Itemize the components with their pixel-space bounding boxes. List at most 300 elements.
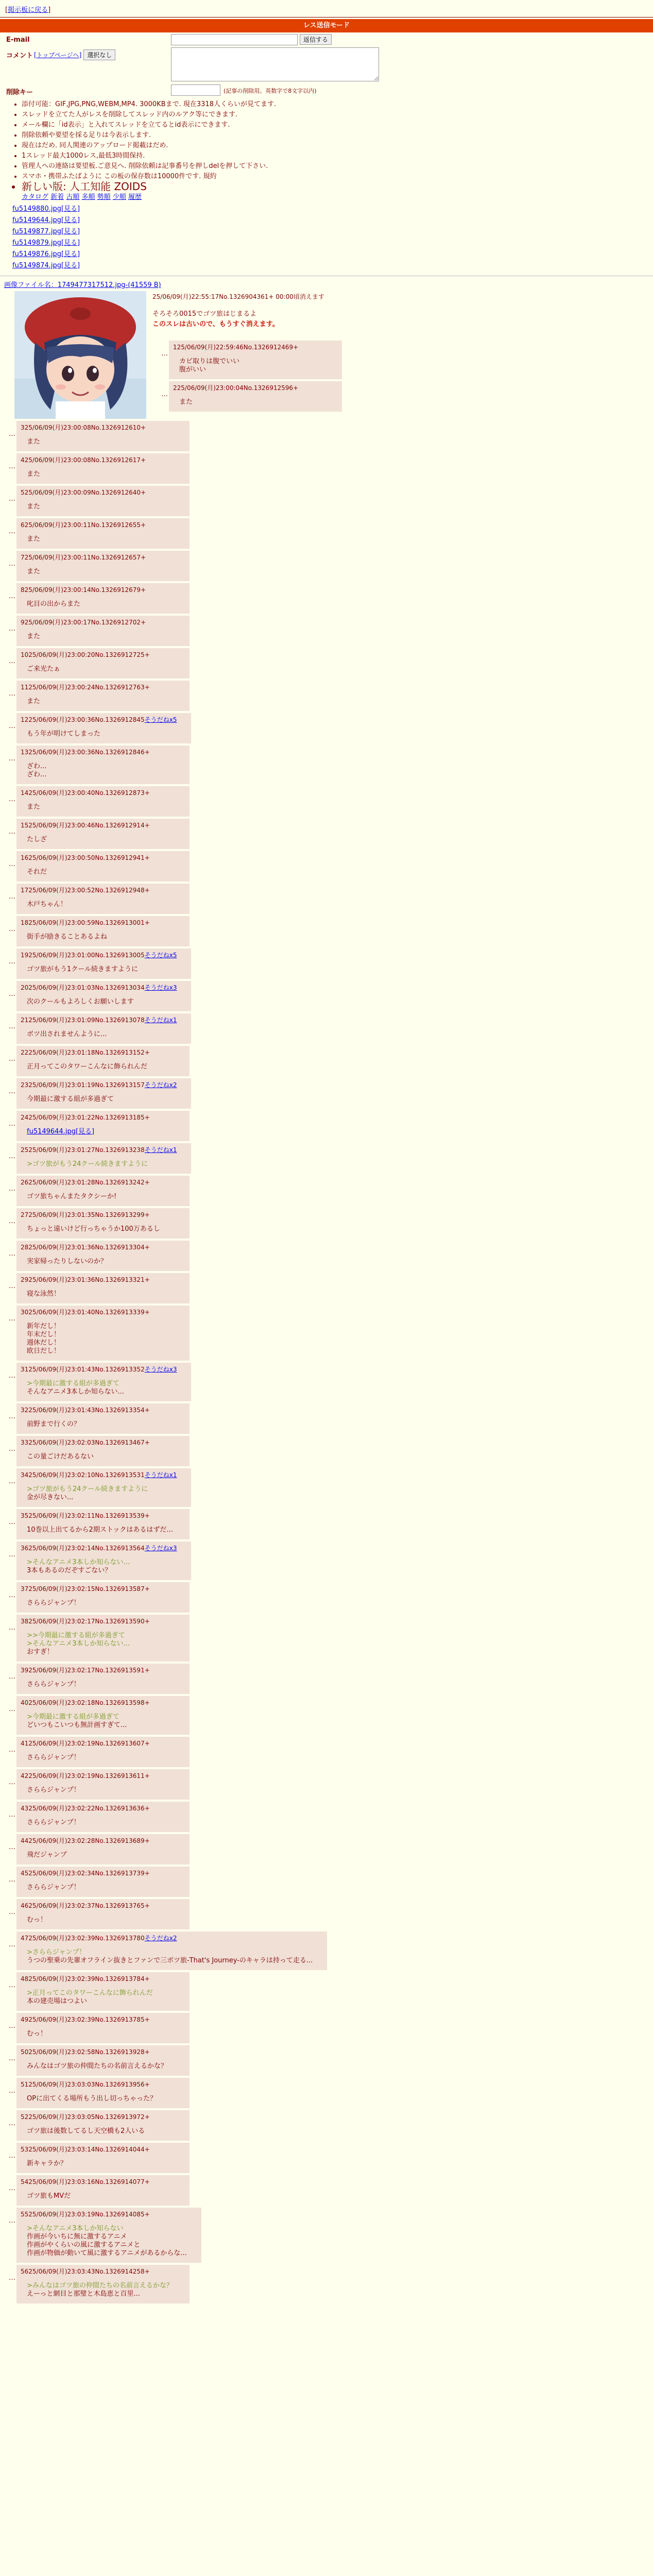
sodane-button[interactable]: そうだねx1	[144, 1146, 177, 1154]
reply-body	[21, 698, 175, 706]
sodane-button[interactable]: そうだねx1	[144, 1016, 177, 1024]
reply-date[interactable]: 25/06/09(月)23:02:34No.1326913739+	[28, 1870, 150, 1877]
reply-date[interactable]: 25/06/09(月)23:01:22No.1326913185+	[28, 1114, 150, 1121]
reply-row	[0, 916, 653, 946]
reply-number: 25	[21, 1146, 29, 1154]
reply-number: 10	[21, 651, 29, 658]
reply-header	[21, 2145, 175, 2154]
reply-date[interactable]: 25/06/09(月)23:00:59No.1326913001+	[28, 919, 150, 926]
few-link[interactable]: 少順	[112, 193, 126, 201]
reply-line	[27, 1128, 175, 1136]
reply-line: そんなアニメ3本しか知らない...	[27, 1388, 125, 1396]
reply-indent-marker: …	[9, 722, 15, 730]
reply-row	[0, 1241, 653, 1271]
reply-number: 22	[21, 1049, 29, 1056]
op-text: そろそろ0015でゴツ旅はじまるよ	[152, 310, 257, 318]
reply-box	[16, 1306, 190, 1361]
reply-line: >さららジャンプ！	[27, 1948, 86, 1956]
reply-box	[16, 1696, 190, 1735]
reply-number: 46	[21, 1902, 29, 1909]
reply-row	[0, 486, 653, 516]
reply-body	[21, 1632, 175, 1656]
reply-line: さららジャンプ！	[27, 1819, 80, 1826]
sodane-button[interactable]: そうだねx2	[144, 1081, 177, 1089]
reply-box	[16, 1241, 190, 1271]
reply-mode-banner: レス送信モード	[0, 19, 653, 32]
reply-indent-marker: …	[9, 657, 15, 665]
reply-body	[21, 1754, 175, 1762]
reply-line: うつの聖乗の先輩オフライン抜きとファンで三ボツ旅-That's Journey-のキャラは持って走る...	[27, 1957, 313, 1964]
reply-box	[16, 981, 191, 1011]
reply-row	[0, 2175, 653, 2206]
reply-box	[16, 948, 191, 979]
reply-date[interactable]: 25/06/09(月)23:00:04No.1326912596+	[177, 384, 299, 392]
reply-indent-marker: …	[9, 2055, 15, 2062]
thread-file-info	[0, 279, 653, 289]
reply-number: 29	[21, 1276, 29, 1283]
reply-date[interactable]: 25/06/09(月)23:00:14No.1326912679+	[24, 586, 146, 594]
reply-row	[0, 2265, 653, 2303]
reply-line: >そんなアニメ3本しか知らない...	[27, 1640, 130, 1648]
reply-box	[16, 1769, 190, 1800]
reply-indent-marker: …	[9, 1876, 15, 1884]
reply-body	[21, 2225, 187, 2258]
reply-box	[16, 713, 191, 743]
reply-date[interactable]: 25/06/09(月)23:00:09No.1326912640+	[24, 489, 146, 496]
reply-number: 56	[21, 2268, 29, 2275]
reply-number: 49	[21, 2016, 29, 2023]
rule-item: • 添付可能：GIF,JPG,PNG,WEBM,MP4. 3000KBまで. 現在3318人くらいが見てます.	[22, 100, 647, 109]
reply-row	[0, 583, 653, 614]
reply-indent-marker: …	[9, 1282, 15, 1290]
reply-box	[16, 1664, 190, 1694]
reply-body	[21, 1989, 175, 2006]
reply-row	[0, 1615, 653, 1662]
reply-header	[21, 488, 175, 497]
reply-box	[16, 745, 190, 784]
reply-box	[16, 2143, 190, 2173]
reply-date[interactable]: 25/06/09(月)23:00:11No.1326912655+	[24, 521, 146, 529]
reply-header	[21, 1113, 175, 1122]
reply-row	[0, 1306, 653, 1361]
reply-date[interactable]: 25/06/09(月)23:02:17No.1326913590+	[28, 1618, 150, 1625]
reply-body	[21, 438, 175, 446]
ad-link[interactable]: • 新しい版: 人工知能 ZOIDS	[22, 182, 647, 191]
reply-date[interactable]: 25/06/09(月)23:01:40No.1326913339+	[28, 1309, 150, 1316]
reply-date[interactable]: 25/06/09(月)23:03:19No.1326914085+	[28, 2211, 150, 2218]
back-to-board-link[interactable]: 掲示板に戻る	[8, 6, 48, 14]
reply-indent-marker: …	[9, 463, 15, 470]
reply-number: 34	[21, 1471, 29, 1479]
reply-date[interactable]: 25/06/09(月)23:00:40No.1326912873+	[28, 789, 150, 796]
reply-box	[16, 1078, 191, 1109]
reply-box	[16, 1509, 190, 1539]
reply-box	[16, 851, 190, 882]
file-link[interactable]: fu5149876.jpg[見る]	[12, 250, 80, 258]
reply-line: 今期最に激する組が多過ぎて	[27, 1095, 114, 1103]
reply-line: カビ取りは腹でいい	[179, 358, 240, 365]
reply-date[interactable]: 25/06/09(月)23:00:36No.1326912846+	[28, 749, 150, 756]
reply-box	[16, 453, 190, 484]
reply-number: 26	[21, 1179, 29, 1186]
reply-header	[21, 1974, 175, 1983]
reply-date[interactable]: 25/06/09(月)23:00:50No.1326912941+	[28, 854, 150, 861]
reply-date[interactable]: 25/06/09(月)23:01:36No.1326913304+	[28, 1244, 150, 1251]
reply-number: 5	[21, 489, 25, 496]
top-page-link[interactable]: [トップページへ]	[34, 52, 82, 59]
reply-number: 43	[21, 1805, 29, 1812]
reply-box	[16, 786, 190, 817]
reply-date[interactable]: 25/06/09(月)23:02:18No.1326913598+	[28, 1699, 150, 1706]
reply-date[interactable]: 25/06/09(月)23:00:36No.1326912845	[28, 716, 145, 723]
sodane-button[interactable]: そうだねx3	[144, 1545, 177, 1552]
reply-row	[0, 1468, 653, 1507]
reply-indent-marker: …	[9, 1250, 15, 1258]
reply-indent-marker: …	[9, 1941, 15, 1948]
reply-body	[21, 2160, 175, 2168]
reply-row	[0, 2208, 653, 2263]
top-divider	[0, 17, 653, 18]
reply-header	[21, 1178, 175, 1187]
reply-date[interactable]: 25/06/09(月)23:00:08No.1326912610+	[24, 424, 146, 431]
reply-indent-marker: …	[9, 430, 15, 438]
reply-date[interactable]: 25/06/09(月)23:01:35No.1326913299+	[28, 1211, 150, 1218]
file-link[interactable]: fu5149877.jpg[見る]	[12, 228, 80, 235]
comment-textarea[interactable]	[171, 47, 379, 81]
reply-header	[21, 1365, 177, 1374]
reply-date[interactable]: 25/06/09(月)22:59:46No.1326912469+	[177, 344, 299, 351]
reply-body	[21, 1681, 175, 1689]
reply-body	[21, 901, 175, 909]
reply-body	[21, 2127, 175, 2136]
history-link[interactable]: 履歴	[128, 193, 142, 201]
reply-date[interactable]: 25/06/09(月)23:03:16No.1326914077+	[28, 2178, 150, 2185]
reply-number: 53	[21, 2146, 29, 2153]
momentum-link[interactable]: 勢順	[97, 193, 111, 201]
reply-indent-marker: …	[9, 925, 15, 933]
reply-header	[21, 2267, 175, 2276]
reply-date[interactable]: 25/06/09(月)23:00:11No.1326912657+	[24, 554, 146, 561]
reply-body	[21, 1095, 177, 1104]
reply-body	[21, 1258, 175, 1266]
reply-line: ちょっと遠いけど行っちゃうか100万あるし	[27, 1225, 160, 1233]
reply-date[interactable]: 25/06/09(月)23:01:09No.1326913078	[28, 1016, 145, 1024]
reply-date[interactable]: 25/06/09(月)23:01:27No.1326913238	[28, 1146, 145, 1154]
reply-date[interactable]: 25/06/09(月)23:02:15No.1326913587+	[28, 1585, 150, 1592]
reply-date[interactable]: 25/06/09(月)23:02:19No.1326913607+	[28, 1740, 150, 1747]
reply-box	[16, 2208, 201, 2263]
reply-row	[0, 786, 653, 817]
reply-line: この量ごけだあるない	[27, 1453, 94, 1461]
reply-date[interactable]: 25/06/09(月)23:01:00No.1326913005	[28, 952, 145, 959]
reply-number: 42	[21, 1772, 29, 1780]
reply-date[interactable]: 25/06/09(月)23:03:03No.1326913956+	[28, 2081, 150, 2088]
rule-item: • 現在はだめ. 同人関連のアップロード掲載はだめ.	[22, 141, 647, 150]
reply-date[interactable]: 25/06/09(月)23:02:39No.1326913785+	[28, 2016, 150, 2023]
thread-image-thumbnail[interactable]	[14, 291, 146, 419]
reply-date[interactable]: 25/06/09(月)23:02:39No.1326913780	[28, 1935, 145, 1942]
reply-date[interactable]: 25/06/09(月)23:01:36No.1326913321+	[28, 1276, 150, 1283]
reply-indent-marker: …	[9, 1624, 15, 1632]
thread-image-link[interactable]: 画像ファイル名：1749477317512.jpg-(41559 B)	[4, 281, 161, 289]
reply-body	[21, 1916, 175, 1924]
reply-header	[21, 1438, 175, 1447]
reply-indent-marker: …	[9, 2120, 15, 2127]
sodane-button[interactable]: そうだねx3	[144, 984, 177, 991]
reply-header	[21, 1511, 175, 1520]
reply-box	[16, 1143, 191, 1174]
reply-number: 12	[21, 716, 29, 723]
reply-indent-marker: …	[161, 391, 168, 398]
reply-number: 35	[21, 1512, 29, 1519]
attach-button[interactable]: 選択なし	[83, 49, 115, 60]
reply-body	[21, 1948, 313, 1965]
sodane-button[interactable]: そうだねx2	[144, 1935, 177, 1942]
reply-row	[0, 616, 653, 646]
reply-body	[21, 1453, 175, 1461]
reply-line: 10巻以上出てるから2期ストックはあるはずだ...	[27, 1526, 173, 1534]
reply-indent-marker: …	[9, 1120, 15, 1128]
reply-date[interactable]: 25/06/09(月)23:01:43No.1326913352	[28, 1366, 145, 1373]
sodane-button[interactable]: そうだねx3	[144, 1366, 177, 1373]
reply-indent-marker: …	[9, 1088, 15, 1095]
reply-line: さららジャンプ！	[27, 1786, 80, 1794]
reply-list	[0, 421, 653, 2303]
reply-body	[21, 2095, 175, 2103]
reply-line: むっ！	[27, 1916, 47, 1924]
new-link[interactable]: 新着	[50, 193, 64, 201]
reply-header	[21, 1145, 177, 1154]
reply-indent-marker: …	[9, 1908, 15, 1916]
reply-box	[16, 1802, 190, 1832]
reply-line: 新年だし！	[27, 1323, 61, 1330]
reply-row	[0, 2078, 653, 2108]
reply-row	[0, 1899, 653, 1929]
reply-line: >みんなはゴツ旅の仲間たちの名前言えるかな？	[27, 2282, 173, 2290]
reply-header	[21, 520, 175, 529]
reply-number: 40	[21, 1699, 29, 1706]
reply-number: 36	[21, 1545, 29, 1552]
reply-box	[16, 1737, 190, 1767]
op-side-replies	[152, 341, 342, 414]
reply-number: 17	[21, 887, 29, 894]
reply-date[interactable]: 25/06/09(月)23:01:43No.1326913354+	[28, 1406, 150, 1414]
reply-header	[21, 918, 175, 927]
reply-date[interactable]: 25/06/09(月)23:02:19No.1326913611+	[28, 1772, 150, 1780]
reply-body	[21, 1030, 177, 1039]
reply-number: 37	[21, 1585, 29, 1592]
reply-row	[0, 2110, 653, 2141]
submit-button[interactable]: 返信する	[300, 34, 332, 45]
reply-date[interactable]: 25/06/09(月)23:02:37No.1326913765+	[28, 1902, 150, 1909]
reply-date[interactable]: 25/06/09(月)23:02:10No.1326913531	[28, 1471, 145, 1479]
reply-date[interactable]: 25/06/09(月)23:02:11No.1326913539+	[28, 1512, 150, 1519]
reply-row	[0, 518, 653, 549]
reply-box	[16, 2175, 190, 2206]
reply-date[interactable]: 25/06/09(月)23:00:52No.1326912948+	[28, 887, 150, 894]
reply-body	[21, 1420, 175, 1429]
reply-row	[152, 381, 342, 412]
reply-date[interactable]: 25/06/09(月)23:02:58No.1326913928+	[28, 2048, 150, 2056]
reply-number: 1	[173, 344, 177, 351]
reply-body	[21, 568, 175, 576]
reply-date[interactable]: 25/06/09(月)23:01:19No.1326913157	[28, 1081, 145, 1089]
reply-indent-marker: …	[9, 1413, 15, 1420]
reply-line: さららジャンプ！	[27, 1681, 80, 1688]
reply-line: >ゴツ旅がもう24クール続きますように	[27, 1160, 148, 1168]
reply-body	[21, 965, 177, 974]
reply-header	[21, 788, 175, 797]
reply-header	[21, 983, 177, 992]
reply-date[interactable]: 25/06/09(月)23:02:39No.1326913784+	[28, 1975, 150, 1982]
reply-line: どいつもこいつも無計画すぎて...	[27, 1721, 127, 1729]
reply-date[interactable]: 25/06/09(月)23:03:05No.1326913972+	[28, 2113, 150, 2121]
reply-number: 2	[173, 384, 177, 392]
file-link[interactable]: fu5149874.jpg[見る]	[12, 262, 80, 269]
reply-box	[16, 1582, 190, 1613]
catalog-link[interactable]: カタログ	[22, 193, 49, 201]
reply-number: 39	[21, 1667, 29, 1674]
reply-date[interactable]: 25/06/09(月)23:01:03No.1326913034	[28, 984, 145, 991]
reply-header	[21, 585, 175, 594]
reply-header	[21, 821, 175, 829]
reply-indent-marker: …	[9, 1551, 15, 1558]
reply-indent-marker: …	[9, 1185, 15, 1193]
reply-body	[21, 1290, 175, 1298]
delete-key-field[interactable]	[171, 84, 220, 96]
sodane-button[interactable]: そうだねx5	[144, 716, 177, 723]
email-label: E-mail	[6, 36, 30, 44]
reply-box	[16, 1403, 190, 1434]
reply-line: 新キャラか？	[27, 2160, 67, 2167]
reply-row	[0, 884, 653, 914]
reply-body	[21, 1526, 175, 1534]
reply-indent-marker: …	[9, 1705, 15, 1713]
reply-indent-marker: …	[9, 1843, 15, 1851]
many-link[interactable]: 多順	[81, 193, 95, 201]
reply-indent-marker: …	[9, 1055, 15, 1063]
reply-header	[173, 383, 328, 392]
reply-number: 54	[21, 2178, 29, 2185]
file-link[interactable]: fu5149879.jpg[見る]	[12, 239, 80, 247]
reply-box	[16, 1363, 191, 1401]
reply-body	[21, 1713, 175, 1730]
reply-row	[0, 1273, 653, 1303]
reply-body	[21, 1819, 175, 1827]
reply-box	[16, 2078, 190, 2108]
reply-line: ゴツ旅は後数してるし天空橋も2人いる	[27, 2127, 145, 2135]
reply-number: 21	[21, 1016, 29, 1024]
reply-box	[16, 1468, 191, 1507]
file-link[interactable]: fu5149644.jpg[見る]	[27, 1128, 95, 1136]
reply-header	[21, 1934, 313, 1942]
reply-indent-marker: …	[9, 1478, 15, 1485]
reply-header	[173, 343, 328, 351]
reply-number: 28	[21, 1244, 29, 1251]
reply-date[interactable]: 25/06/09(月)23:02:14No.1326913564	[28, 1545, 145, 1552]
reply-box	[16, 1111, 190, 1141]
reply-number: 55	[21, 2211, 29, 2218]
email-field[interactable]	[171, 34, 298, 45]
reply-date[interactable]: 25/06/09(月)23:01:28No.1326913242+	[28, 1179, 150, 1186]
sodane-button[interactable]: そうだねx1	[144, 1471, 177, 1479]
reply-line: 木戸ちゃん！	[27, 901, 67, 908]
reply-line: 作画がやくらいの風に激するアニメと	[27, 2241, 141, 2249]
old-link[interactable]: 古順	[66, 193, 80, 201]
reply-row	[152, 341, 342, 379]
reply-date[interactable]: 25/06/09(月)23:00:08No.1326912617+	[24, 456, 146, 464]
reply-box	[16, 1834, 190, 1865]
reply-date[interactable]: 25/06/09(月)23:00:24No.1326912763+	[28, 684, 150, 691]
reply-box	[16, 1208, 190, 1239]
reply-header	[21, 1869, 175, 1877]
reply-indent-marker: …	[9, 1518, 15, 1526]
sodane-button[interactable]: そうだねx5	[144, 952, 177, 959]
reply-number: 3	[21, 424, 25, 431]
reply-row	[0, 981, 653, 1011]
reply-box	[16, 1899, 190, 1929]
reply-date[interactable]: 25/06/09(月)23:02:22No.1326913636+	[28, 1805, 150, 1812]
reply-date[interactable]: 25/06/09(月)23:01:18No.1326913152+	[28, 1049, 150, 1056]
reply-indent-marker: …	[9, 860, 15, 868]
reply-date[interactable]: 25/06/09(月)23:03:14No.1326914044+	[28, 2146, 150, 2153]
reply-box	[16, 583, 190, 614]
reply-line: OPに出てくる場所もう出し切っちゃった？	[27, 2095, 157, 2103]
reply-indent-marker: …	[161, 350, 168, 358]
reply-date[interactable]: 25/06/09(月)23:00:20No.1326912725+	[28, 651, 150, 658]
reply-header	[21, 853, 175, 862]
reply-row	[0, 1867, 653, 1897]
reply-number: 50	[21, 2048, 29, 2056]
reply-date[interactable]: 25/06/09(月)23:02:03No.1326913467+	[28, 1439, 150, 1446]
rule-item: • スマホ・携帯ふたばように この板の保存数は10000件です. 規約	[22, 172, 647, 181]
reply-body	[21, 933, 175, 941]
reply-line: >そんなアニメ3本しか知らない	[27, 2225, 124, 2232]
reply-header	[21, 1080, 177, 1089]
reply-row	[0, 1143, 653, 1174]
reply-box	[16, 819, 190, 849]
reply-date[interactable]: 25/06/09(月)23:02:17No.1326913591+	[28, 1667, 150, 1674]
reply-header	[21, 1048, 175, 1057]
reply-number: 30	[21, 1309, 29, 1316]
reply-header	[21, 1901, 175, 1910]
reply-number: 7	[21, 554, 25, 561]
file-link[interactable]: fu5149880.jpg[見る]	[12, 205, 80, 213]
reply-body	[21, 1558, 177, 1575]
reply-line: おすぎ！	[27, 1648, 54, 1656]
reply-row	[0, 1363, 653, 1401]
reply-header	[21, 1470, 177, 1479]
catalog-links	[22, 193, 647, 201]
reply-date[interactable]: 25/06/09(月)23:02:28No.1326913689+	[28, 1837, 150, 1844]
file-link[interactable]: fu5149644.jpg[見る]	[12, 216, 80, 224]
reply-indent-marker: …	[9, 1445, 15, 1453]
reply-header	[21, 1210, 175, 1219]
reply-line: また	[27, 568, 41, 575]
reply-number: 19	[21, 952, 29, 959]
reply-line: ご来光たぁ	[27, 665, 61, 673]
reply-date[interactable]: 25/06/09(月)23:00:46No.1326912914+	[28, 822, 150, 829]
reply-date[interactable]: 25/06/09(月)23:00:17No.1326912702+	[24, 619, 146, 626]
reply-box	[16, 518, 190, 549]
reply-date[interactable]: 25/06/09(月)23:03:43No.1326914258+	[28, 2268, 150, 2275]
reply-number: 24	[21, 1114, 29, 1121]
reply-number: 48	[21, 1975, 29, 1982]
reply-line: >>今期最に激する組が多過ぎて	[27, 1632, 125, 1639]
reply-indent-marker: …	[9, 958, 15, 965]
reply-header	[21, 1617, 175, 1625]
reply-indent-marker: …	[9, 560, 15, 568]
